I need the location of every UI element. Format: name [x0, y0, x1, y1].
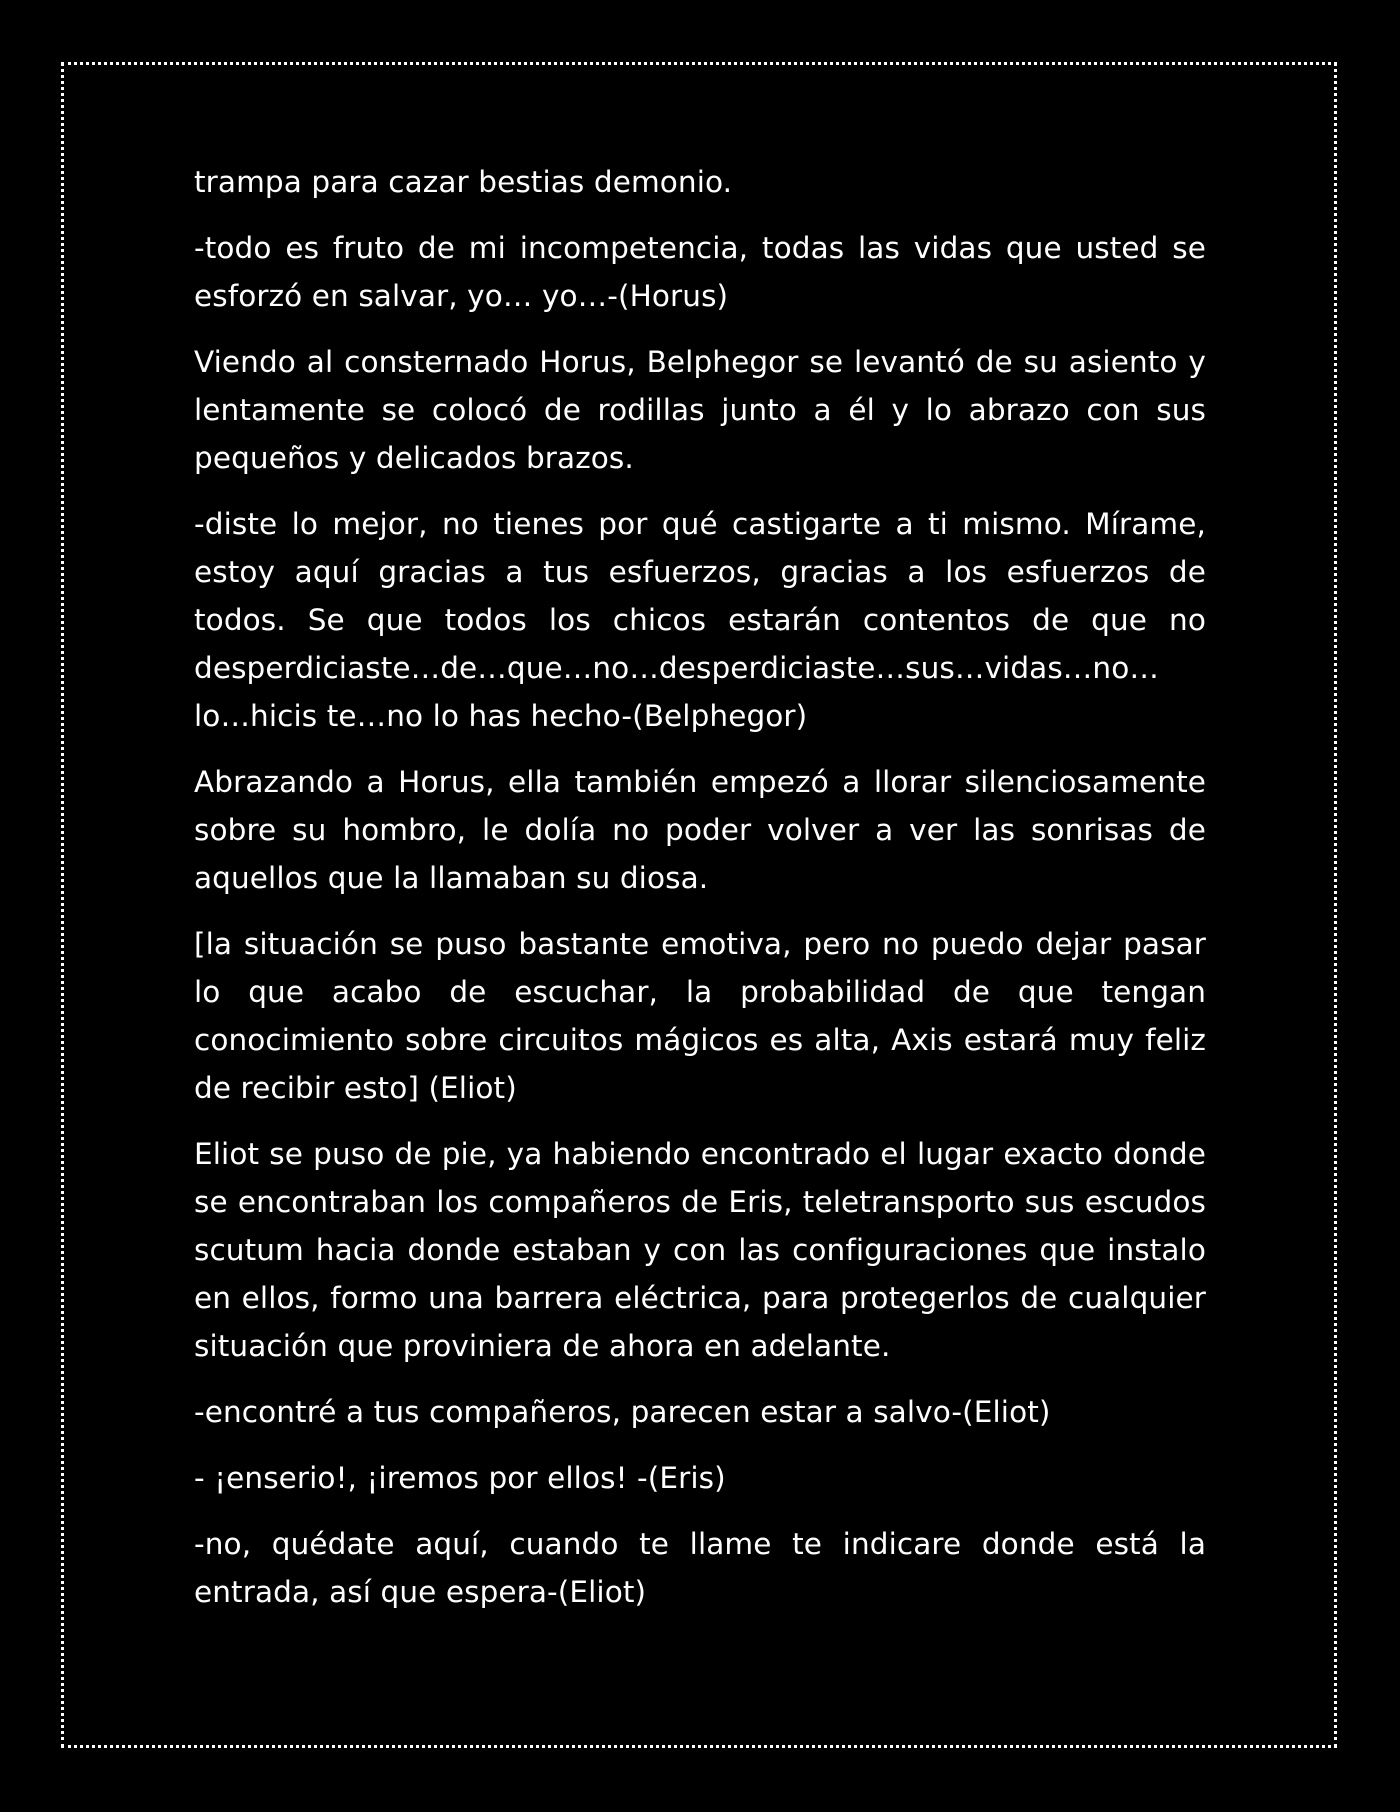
- paragraph-6: [la situación se puso bastante emotiva, pero no puedo dejar pasar lo que acabo de escuchar, la probabilidad de que tengan conocimiento sobre circuitos mágicos es alta, Axis estará muy feliz de recibir esto] (Eliot): [194, 927, 1206, 1105]
- paragraph-3: Viendo al consternado Horus, Belphegor se levantó de su asiento y lentamente se colocó de rodillas junto a él y lo abrazo con sus pequeños y delicados brazos.: [194, 345, 1206, 475]
- paragraph-9: - ¡enserio!, ¡iremos por ellos! -(Eris): [194, 1461, 726, 1495]
- paragraph-4: -diste lo mejor, no tienes por qué castigarte a ti mismo. Mírame, estoy aquí gracias a tus esfuerzos, gracias a los esfuerzos de todos. Se que todos los chicos estarán contentos de que no desperdiciaste…de…que…no…desperdiciaste…sus…vidas…no…lo…hicis te…no lo has hecho-(Belphegor): [194, 507, 1206, 733]
- story-text: [194, 158, 1206, 1634]
- paragraph-5: Abrazando a Horus, ella también empezó a llorar silenciosamente sobre su hombro, le dolía no poder volver a ver las sonrisas de aquellos que la llamaban su diosa.: [194, 765, 1206, 895]
- paragraph-2: -todo es fruto de mi incompetencia, todas las vidas que usted se esforzó en salvar, yo… yo…-(Horus): [194, 231, 1206, 313]
- paragraph-8: -encontré a tus compañeros, parecen estar a salvo-(Eliot): [194, 1395, 1051, 1429]
- paragraph-7: Eliot se puso de pie, ya habiendo encontrado el lugar exacto donde se encontraban los compañeros de Eris, teletransporto sus escudos scutum hacia donde estaban y con las configuraciones que instalo en ellos, formo una barrera eléctrica, para protegerlos de cualquier situación que proviniera de ahora en adelante.: [194, 1137, 1206, 1363]
- paragraph-1: trampa para cazar bestias demonio.: [194, 165, 733, 199]
- paragraph-10: -no, quédate aquí, cuando te llame te indicare donde está la entrada, así que espera-(Eliot): [194, 1527, 1206, 1609]
